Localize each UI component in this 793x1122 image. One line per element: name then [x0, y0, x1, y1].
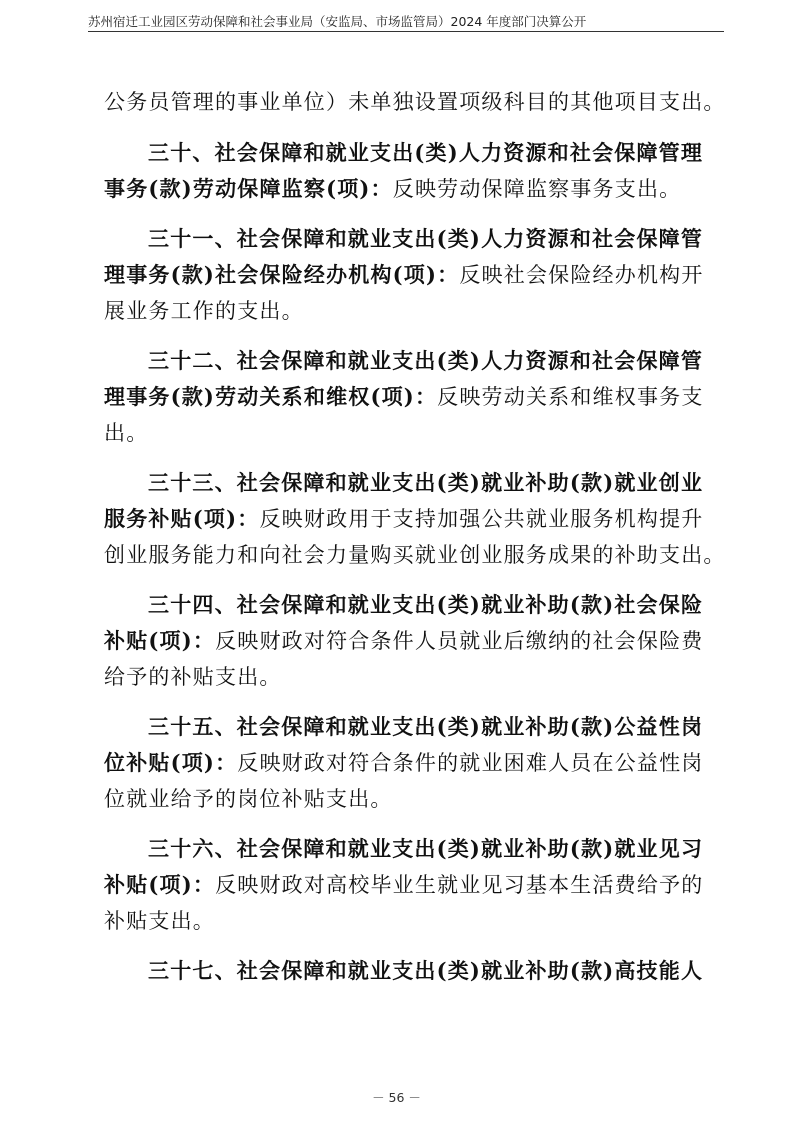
bold-heading-text: 补贴(项)： — [104, 628, 216, 653]
body-text: 反映财政用于支持加强公共就业服务机构提升 — [259, 507, 704, 531]
text-line — [148, 834, 748, 864]
body-text: 位就业给予的岗位补贴支出。 — [104, 787, 393, 811]
text-line — [148, 224, 748, 254]
body-text: 反映财政对符合条件的就业困难人员在公益性岗 — [237, 751, 704, 775]
text-line — [104, 296, 704, 326]
bold-heading-text: 位补贴(项)： — [104, 750, 238, 775]
bold-heading-text: 事务(款)劳动保障监察(项)： — [104, 176, 393, 201]
text-line — [104, 418, 704, 448]
bold-heading-text: 三十六、社会保障和就业支出(类)就业补助(款)就业见习 — [148, 836, 704, 861]
text-line — [148, 712, 748, 742]
text-line — [104, 748, 704, 778]
text-line — [148, 138, 748, 168]
text-line — [148, 468, 748, 498]
bold-heading-text: 理事务(款)社会保险经办机构(项)： — [104, 262, 460, 287]
bold-heading-text: 三十、社会保障和就业支出(类)人力资源和社会保障管理 — [148, 140, 704, 165]
bold-heading-text: 三十三、社会保障和就业支出(类)就业补助(款)就业创业 — [148, 470, 704, 495]
text-line — [104, 784, 704, 814]
bold-heading-text: 三十二、社会保障和就业支出(类)人力资源和社会保障管 — [148, 348, 704, 373]
text-line — [104, 906, 704, 936]
text-line — [104, 260, 704, 290]
text-line — [104, 540, 726, 570]
text-line — [104, 87, 726, 117]
body-text: 反映财政对高校毕业生就业见习基本生活费给予的 — [215, 873, 704, 897]
bold-heading-text: 三十一、社会保障和就业支出(类)人力资源和社会保障管 — [148, 226, 704, 251]
bold-heading-text: 三十四、社会保障和就业支出(类)就业补助(款)社会保险 — [148, 592, 704, 617]
text-line — [148, 346, 748, 376]
bold-heading-text: 补贴(项)： — [104, 872, 216, 897]
body-text: 反映劳动关系和维权事务支 — [437, 385, 704, 409]
text-line — [104, 382, 704, 412]
body-text: 反映劳动保障监察事务支出。 — [392, 177, 682, 201]
body-text: 反映财政对符合条件人员就业后缴纳的社会保险费 — [215, 629, 704, 653]
text-line — [104, 662, 704, 692]
text-line — [148, 956, 748, 986]
text-line — [104, 504, 704, 534]
bold-heading-text: 理事务(款)劳动关系和维权(项)： — [104, 384, 438, 409]
text-line — [148, 590, 748, 620]
bold-heading-text: 服务补贴(项)： — [104, 506, 260, 531]
body-text: 补贴支出。 — [104, 909, 215, 933]
body-text: 给予的补贴支出。 — [104, 665, 282, 689]
bold-heading-text: 三十七、社会保障和就业支出(类)就业补助(款)高技能人 — [148, 958, 704, 983]
text-line — [104, 870, 704, 900]
body-text: 出。 — [104, 421, 149, 445]
text-line — [104, 174, 704, 204]
body-text: 展业务工作的支出。 — [104, 299, 304, 323]
bold-heading-text: 三十五、社会保障和就业支出(类)就业补助(款)公益性岗 — [148, 714, 704, 739]
body-text: 反映社会保险经办机构开 — [459, 263, 704, 287]
header-divider — [88, 31, 724, 32]
text-line — [104, 626, 704, 656]
page-header: 苏州宿迁工业园区劳动保障和社会事业局（安监局、市场监管局）2024 年度部门决算公开 — [88, 14, 587, 29]
page-number: － 56 － — [372, 1090, 421, 1105]
body-text: 创业服务能力和向社会力量购买就业创业服务成果的补助支出。 — [104, 543, 726, 567]
body-text: 公务员管理的事业单位）未单独设置项级科目的其他项目支出。 — [104, 90, 726, 114]
